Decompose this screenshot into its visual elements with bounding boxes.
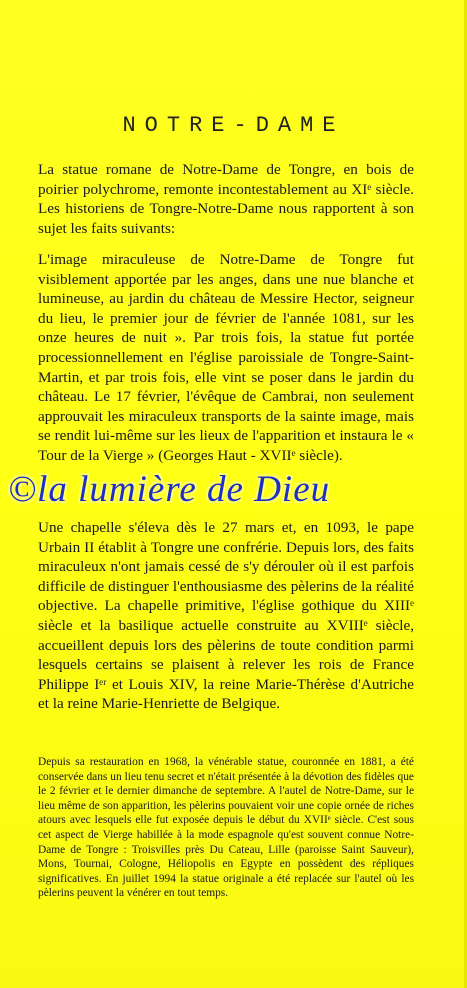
paragraph-history: Une chapelle s'éleva dès le 27 mars et, en 1093, le pape Urbain II établit à Tongre une confrérie. Depuis lors, des faits miraculeux n'ont jamais cessé de s'y dérouler où il est parfois difficile de distinguer l'enthousiasme des pèlerins de la réalité objective. La chapelle primitive, l'église gothique du XIIIᵉ siècle et la basilique actuelle construite au XVIIIᵉ siècle, accueillent depuis lors des pèlerins de toute condition parmi lesquels certains se plaisent à relever les rois de France Philippe Iᵉʳ et Louis XIV, la reine Marie-Thérèse d'Autriche et la reine Marie-Henriette de Belgique. (38, 519, 414, 713)
page-title: NOTRE-DAME (122, 113, 345, 138)
copyright-watermark: ©la lumière de Dieu (8, 469, 331, 510)
paragraph-legend: L'image miraculeuse de Notre-Dame de Tongre fut visiblement apportée par les anges, dans une nue blanche et lumineuse, au jardin du château de Messire Hector, seigneur du lieu, le premier jour de février de l'année 1081, sur les onze heures de nuit ». Par trois fois, la statue fut portée processionnellement en l'église paroissiale de Tongre-Saint-Martin, et par trois fois, elle vint se poser dans le jardin du château. Le 17 février, l'évêque de Cambrai, non seulement approuvait les miraculeux transports de la sainte image, mais se rendit lui-même sur les lieux de l'apparition et instaura le « Tour de la Vierge » (Georges Haut - XVIIᵉ siècle). (38, 251, 414, 464)
paragraph-intro: La statue romane de Notre-Dame de Tongre, en bois de poirier polychrome, remonte incontestablement au XIᵉ siècle. Les historiens de Tongre-Notre-Dame nous rapportent à son sujet les faits suivants: (38, 161, 414, 237)
paragraph-restoration: Depuis sa restauration en 1968, la vénérable statue, couronnée en 1881, a été conservée dans un lieu tenu secret et n'était présentée à la dévotion des fidèles que le 2 février et le dernier dimanche de septembre. A l'autel de Notre-Dame, sur le lieu même de son apparition, les pèlerins pouvaient voir une copie ornée de riches atours avec lesquels elle fut exposée depuis le début du XVIIᵉ siècle. C'est sous cet aspect de Vierge habillée à la mode espagnole qu'est souvent connue Notre-Dame de Tongre : Troisvilles près Du Cateau, Lille (paroisse Saint Sauveur), Mons, Tournai, Cologne, Héliopolis en Egypte en possèdent des répliques significatives. En juillet 1994 la statue originale a été replacée sur l'autel où les pèlerins peuvent la vénérer en tout temps. (38, 756, 414, 900)
